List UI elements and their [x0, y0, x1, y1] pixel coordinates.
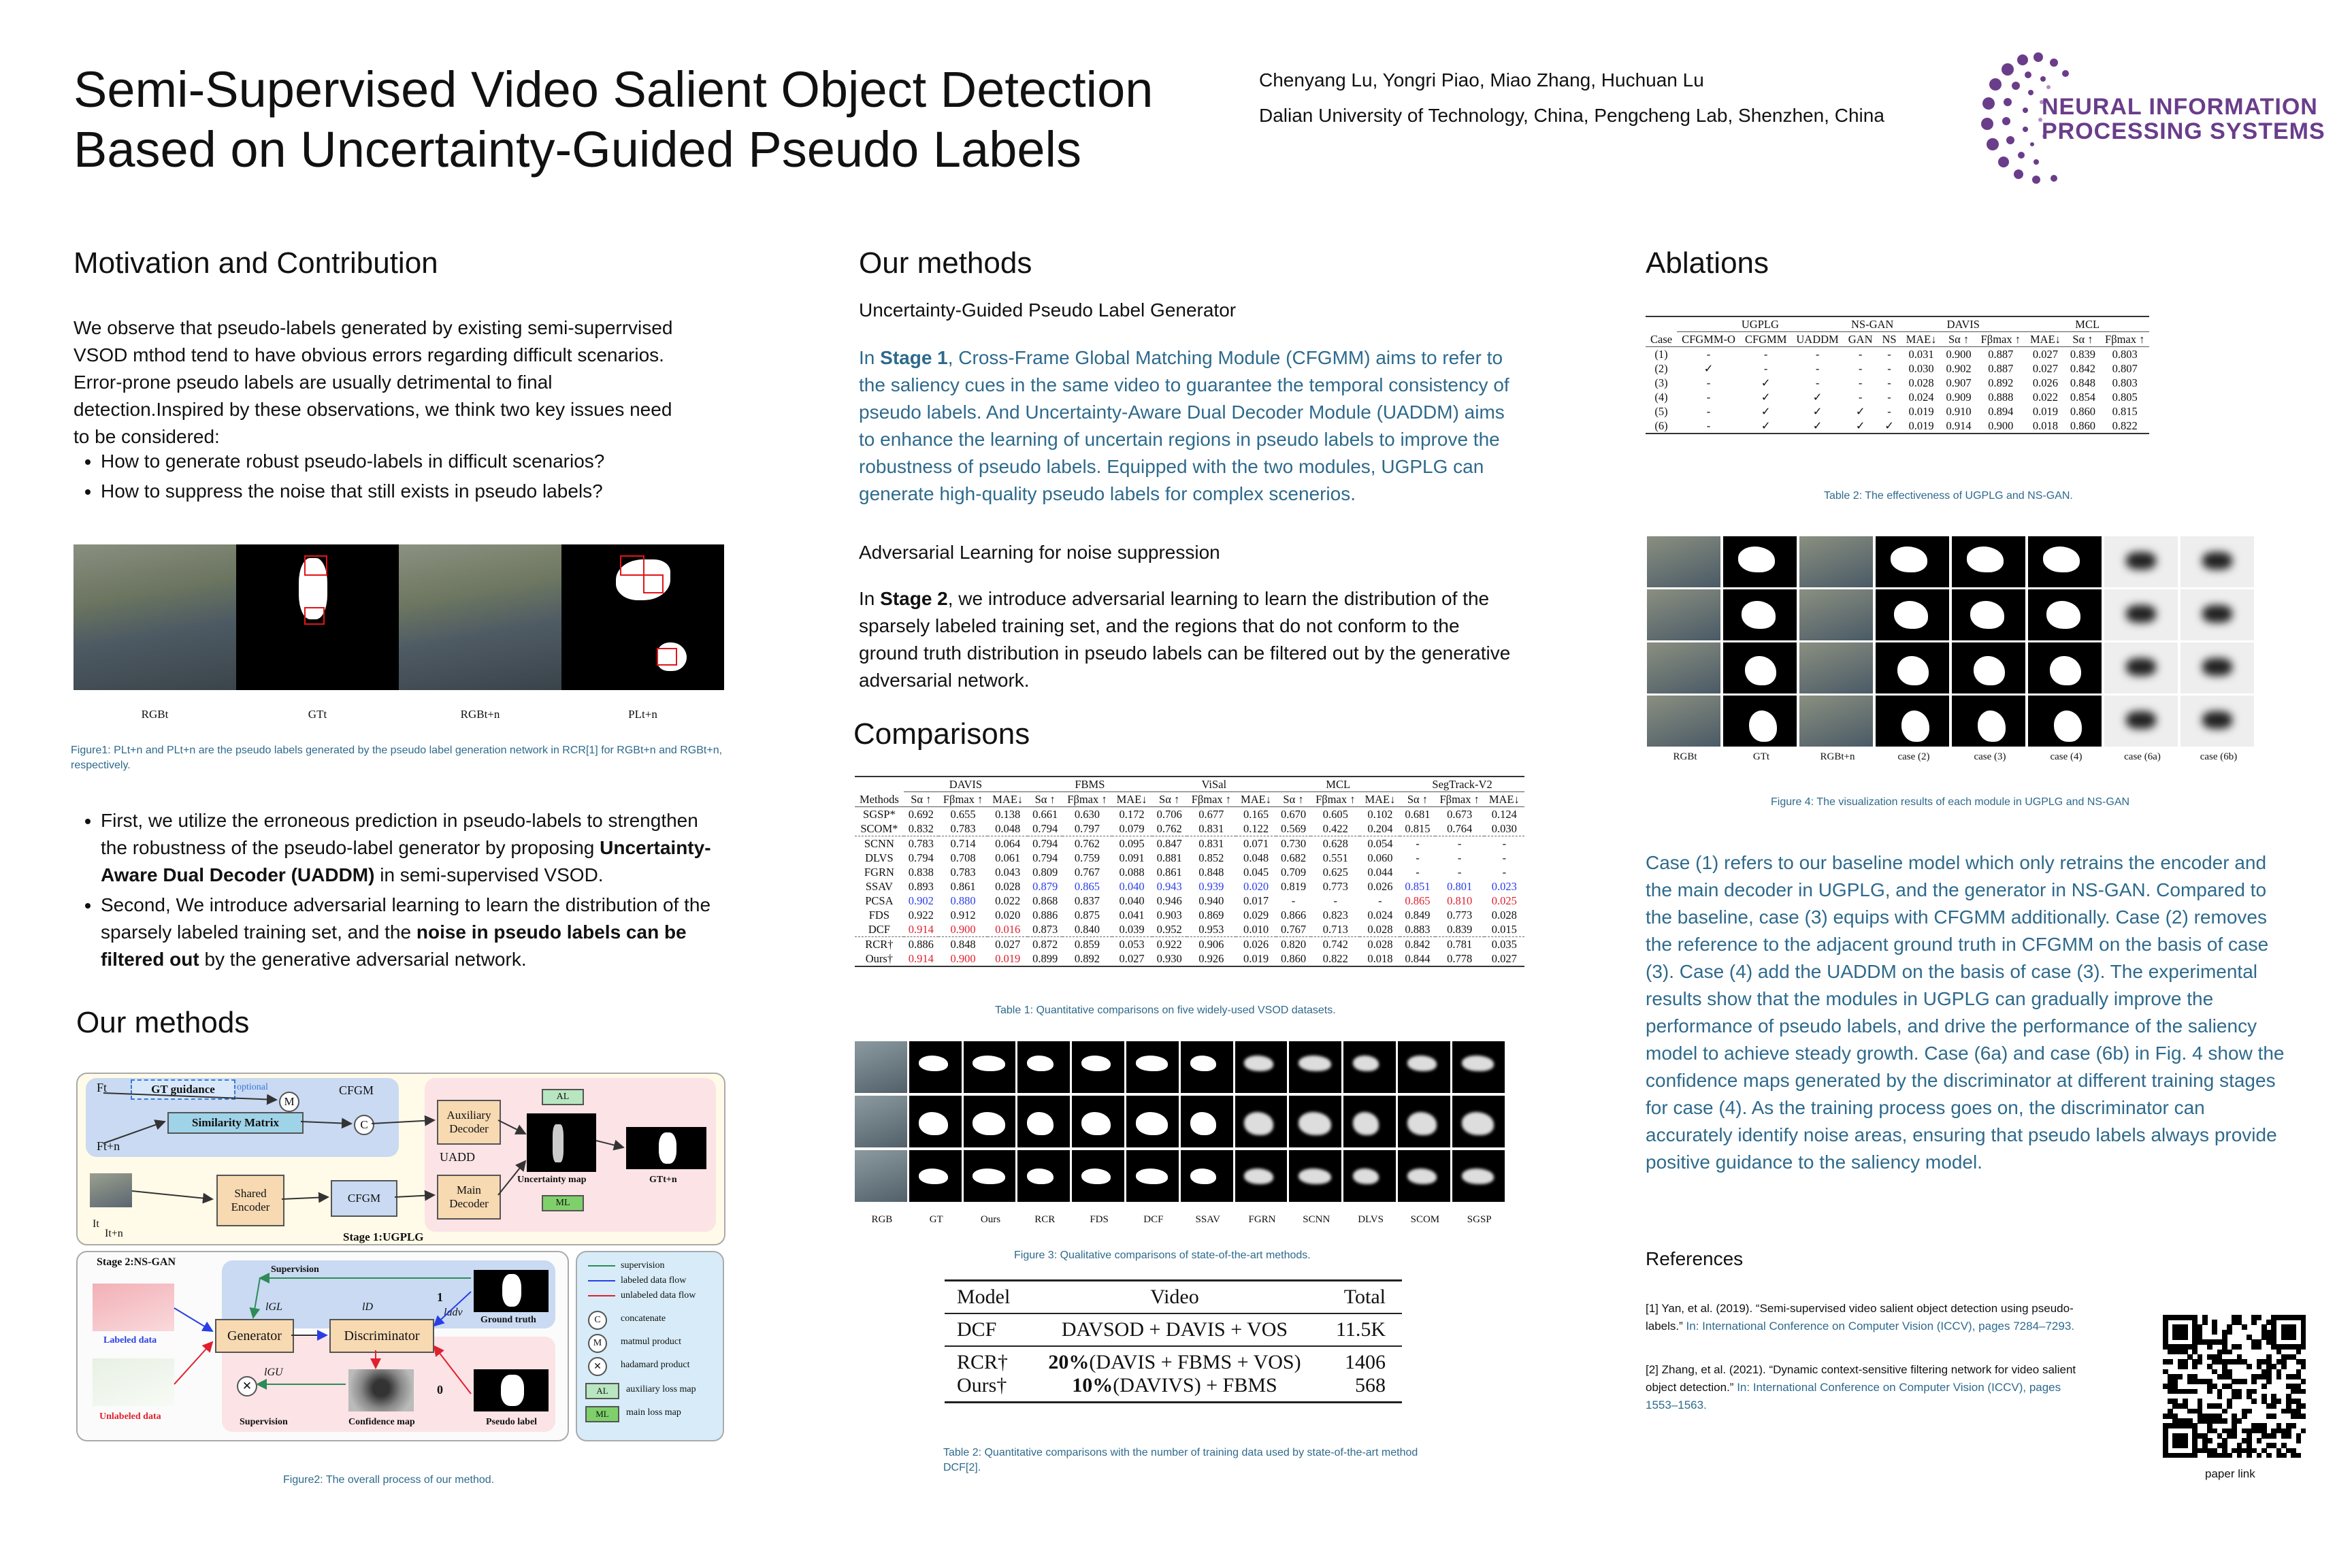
fig3-cell [964, 1041, 1016, 1093]
stage1-paragraph: In Stage 1, Cross-Frame Global Matching Module (CFGMM) aims to refer to the saliency cues in the same video to guarantee the temporal consistency of pseudo labels. And Uncertainty-Aware Dual Decoder Module (UADDM) aims to enhance the learning of uncertain regions in pseudo labels to improve the robustness of pseudo labels. Equipped with the two modules, UGPLG can generate high-quality pseudo labels for complex scenerios. [859, 347, 1509, 504]
generator-box: Generator [215, 1319, 294, 1353]
contribution-list [74, 807, 720, 976]
fig4-label: case (3) [1974, 751, 2006, 762]
table2-row: RCR† 20%(DAVIS + FBMS + VOS) 1406 [957, 1351, 1386, 1373]
fig3-cell [1072, 1096, 1124, 1147]
fig4-cell [1952, 589, 2025, 640]
pseudo-label-label: Pseudo label [486, 1417, 538, 1427]
table1-row: DCF 0.914 0.900 0.016 0.873 0.840 0.039 0.952 0.953 0.010 0.767 0.713 0.028 0.883 0.839 0.015 [868, 923, 1517, 936]
stage2-arrows [76, 1251, 566, 1439]
legend-item: supervision [621, 1260, 665, 1271]
motivation-paragraph: We observe that pseudo-labels generated by existing semi-superrvised VSOD mthod tend to have obvious errors regarding difficult scenarios. Error-prone pseudo labels are usually detrimental to final detection.Inspired by these observations, we think two key issues need to be considered: [74, 317, 673, 447]
shared-encoder-box: Shared Encoder [216, 1175, 284, 1226]
ablations-heading: Ablations [1646, 246, 1769, 280]
supervision-top-label: Supervision [271, 1264, 319, 1275]
reference-2: [2] Zhang, et al. (2021). “Dynamic context-sensitive filtering network for video salient object detection.” In: International Conference on Computer Vision (ICCV), pages 1553–1563. [1646, 1363, 2076, 1411]
legend-item: labeled data flow [621, 1275, 687, 1286]
fig3-cell [1126, 1150, 1179, 1202]
fig3-cell [1343, 1096, 1396, 1147]
fig3-cell [1398, 1150, 1450, 1202]
ftn-label: Ft+n [97, 1139, 120, 1153]
fig3-cell [1181, 1096, 1233, 1147]
stage1-label: Stage 1:UGPLG [343, 1230, 424, 1243]
fig3-cell [1072, 1150, 1124, 1202]
ablation-table [1646, 316, 2149, 434]
qr-code-icon[interactable] [2163, 1315, 2306, 1458]
table1-row: RCR† 0.886 0.848 0.027 0.872 0.859 0.053 0.922 0.906 0.026 0.820 0.742 0.028 0.842 0.781 0.035 [855, 937, 1524, 952]
auxiliary-decoder-box: Auxiliary Decoder [437, 1100, 501, 1145]
fig1-label: PLt+n [628, 708, 657, 721]
fig3-cell [1126, 1041, 1179, 1093]
legend-al-icon: AL [585, 1383, 619, 1399]
one-label: 1 [437, 1290, 443, 1304]
issue-item: • How to suppress the noise that still exists in pseudo labels? [101, 478, 686, 505]
contribution-item: • First, we utilize the erroneous prediction in pseudo-labels to strengthen the robustness of the pseudo-label generator by proposing Uncertainty-Aware Dual Decoder (UADDM) in semi-supervised VSOD. [101, 807, 720, 889]
it-label: It [93, 1218, 99, 1230]
legend-hadamard-icon: ✕ [588, 1357, 607, 1376]
fig4-cell [2104, 589, 2178, 640]
legend-item: concatenate [621, 1313, 666, 1324]
fig1-label: GTt [308, 708, 327, 721]
table1: DAVIS FBMS ViSal MCL SegTrack-V2 Methods Sα ↑ Fβmax ↑ MAE↓ Sα ↑ Fβmax ↑ MAE↓ Sα ↑ Fβmax ↑ MAE↓ Sα ↑ Fβmax ↑ MAE↓ Sα ↑ Fβmax ↑ MAE↓ SGSP* 0.692 0.655 0.138 0.661 0.630 0.172 0.706 0.677 0.165 0.670 0.605 0.102 0.681 0.673 0.124 SCOM* 0.832 0.783 0.048 0.794 0.797 0.079 0.762 0.831 0.122 0.569 0.422 0.204 0.815 0.764 0.030 SCNN 0.783 0.714 0.064 0.794 0.762 0.095 0.847 0.831 0.071 0.730 0.628 0.054 - - - DLVS 0.794 0.708 0.061 0.794 0.759 0.091 0.881 0.852 0.048 0.682 0.551 0.060 - - - FGRN 0.838 0.783 0.043 0.809 0.767 0.088 0.861 0.848 0.045 0.709 0.625 0.044 - - - SSAV 0.893 0.861 0.028 0.879 0.865 0.040 0.943 0.939 0.020 0.819 0.773 0.026 0.851 0.801 0.023 PCSA 0.902 0.880 0.022 0.868 0.837 0.040 0.946 0.940 0.017 - - - 0.865 0.810 0.025 FDS 0.922 0.912 0.020 0.886 0.875 0.041 0.903 0.869 0.029 0.866 0.823 0.024 0.849 0.773 0.028 DCF 0.914 0.900 0.016 0.873 0.840 0.039 0.952 0.953 0.010 0.767 0.713 0.028 0.883 0.839 0.015 RCR† 0.886 0.848 0.027 0.872 0.859 0.053 0.922 0.906 0.026 0.820 0.742 0.028 0.842 0.781 0.035 Ours† 0.914 0.900 0.019 0.899 0.892 0.027 0.930 0.926 0.019 0.860 0.822 0.018 0.844 0.778 0.027 [855, 776, 1524, 967]
fig4-cell [2028, 536, 2102, 587]
fig3-cell [1017, 1096, 1070, 1147]
fig4-cell [2180, 589, 2254, 640]
al-box: AL [542, 1089, 584, 1105]
fig3-cell [1289, 1096, 1341, 1147]
table1-row: SCOM* 0.832 0.783 0.048 0.794 0.797 0.079 0.762 0.831 0.122 0.569 0.422 0.204 0.815 0.764 0.030 [860, 822, 1517, 835]
fig4-label: case (6b) [2200, 751, 2238, 762]
fig1-rgb-next-image [399, 544, 561, 690]
matmul-node: M [279, 1092, 299, 1112]
fig4-cell [2104, 536, 2178, 587]
discriminator-box: Discriminator [329, 1319, 434, 1353]
fig3-label: SCNN [1303, 1214, 1330, 1225]
methods-heading-left: Our methods [76, 1006, 250, 1039]
fig4-cell [1799, 536, 1873, 587]
fig3-label: SGSP [1467, 1214, 1492, 1225]
fig4-cell [1799, 696, 1873, 747]
fig4-cell [1647, 642, 1720, 693]
ablation-row: (6) - ✓ ✓ ✓ ✓ 0.019 0.914 0.900 0.018 0.860 0.822 [1646, 419, 2149, 434]
table1-row: FDS 0.922 0.912 0.020 0.886 0.875 0.041 0.903 0.869 0.029 0.866 0.823 0.024 0.849 0.773 0.028 [868, 909, 1517, 921]
table2-caption: Table 2: Quantitative comparisons with the number of training data used by state-of-the-art method DCF[2]. [943, 1447, 1418, 1473]
fig3-cell [1343, 1150, 1396, 1202]
fig3-cell [1452, 1096, 1505, 1147]
fig4-cell [2028, 642, 2102, 693]
fig4-label: case (4) [2050, 751, 2082, 762]
legend-arrows [585, 1260, 626, 1301]
issue-list [74, 448, 686, 508]
uadd-label: UADD [440, 1150, 475, 1164]
fig3-cell [855, 1150, 907, 1202]
qr-caption: paper link [2205, 1467, 2255, 1480]
fig4-cell [2180, 642, 2254, 693]
legend-matmul-icon: M [588, 1334, 607, 1353]
table1-row: SGSP* 0.692 0.655 0.138 0.661 0.630 0.172 0.706 0.677 0.165 0.670 0.605 0.102 0.681 0.673 0.124 [863, 808, 1517, 821]
fig3-cell [1235, 1041, 1288, 1093]
ft-label: Ft [97, 1081, 108, 1094]
ablation-paragraph: Case (1) refers to our baseline model which only retrains the encoder and the main decoder in UGPLG, and the generator in NS-GAN. Compared to the baseline, case (3) equips with CFGMM additionally. Case (2) removes the reference to the adjacent ground truth in CFGMM on the basis of case (3). Case (4) add the UADDM on the basis of case (3). The experimental results show that the modules in UGPLG can gradually improve the performance of pseudo labels, and drive the performance of the saliency model to achieve steady growth. Case (6a) and case (6b) in Fig. 4 show the confidence maps generated by the discriminator at different training stages for case (4). As the training process goes on, the discriminator can accurately identify noise areas, ensuring that pseudo labels always provide positive guidance to the saliency model. [1646, 852, 2285, 1173]
ladv-label: ladv [444, 1307, 463, 1318]
fig4-label: RGBt [1673, 751, 1697, 762]
fig3-cell [1235, 1096, 1288, 1147]
fig1-label: RGBt [141, 708, 169, 721]
logo-text-2: PROCESSING SYSTEMS [2042, 118, 2325, 144]
fig4-cell [1723, 642, 1797, 693]
gt-guidance-box: GT guidance [131, 1079, 235, 1100]
legend-item: matmul product [621, 1337, 682, 1347]
issue-item: • How to generate robust pseudo-labels in difficult scenarios? [101, 448, 686, 475]
fig3-cell [909, 1041, 962, 1093]
ablation-row: (5) - ✓ ✓ ✓ - 0.019 0.910 0.894 0.019 0.860 0.815 [1654, 405, 2138, 418]
fig3-cell [1181, 1150, 1233, 1202]
fig4-cell [1723, 589, 1797, 640]
table2-header: Model Video Total [945, 1281, 1402, 1314]
fig4-cell [1647, 589, 1720, 640]
fig4-cell [2028, 589, 2102, 640]
fig3-cell [1343, 1041, 1396, 1093]
fig4-cell [2028, 696, 2102, 747]
neurips-logo [1974, 45, 2328, 195]
gtn-label: GTt+n [649, 1175, 677, 1185]
fig3-label: RCR [1034, 1214, 1056, 1225]
stage1-arrows [76, 1073, 723, 1243]
ugplg-subheading: Uncertainty-Guided Pseudo Label Generator [859, 299, 1237, 321]
legend-ml-icon: ML [585, 1406, 619, 1422]
lgu-label: lGU [264, 1367, 283, 1378]
fig3-label: SSAV [1195, 1214, 1220, 1225]
authors: Chenyang Lu, Yongri Piao, Miao Zhang, Huchuan Lu [1259, 69, 1704, 91]
ablation-row: (3) - ✓ - - - 0.028 0.907 0.892 0.026 0.848 0.803 [1654, 376, 2138, 389]
fig4-label: case (2) [1897, 751, 1930, 762]
fig3-cell [1289, 1150, 1341, 1202]
fig3-cell [855, 1041, 907, 1093]
ablation-row: (4) - ✓ ✓ - - 0.024 0.909 0.888 0.022 0.854 0.805 [1654, 391, 2138, 404]
table1-row: PCSA 0.902 0.880 0.022 0.868 0.837 0.040 0.946 0.940 0.017 - - - 0.865 0.810 0.025 [865, 894, 1517, 907]
ground-truth-label: Ground truth [480, 1315, 536, 1325]
figure-4 [1647, 536, 2259, 761]
similarity-matrix-box: Similarity Matrix [167, 1112, 304, 1134]
ablation-table-caption: Table 2: The effectiveness of UGPLG and NS-GAN. [1824, 490, 2073, 502]
fig3-cell [1126, 1096, 1179, 1147]
ablation-row: (1) - - - - - 0.031 0.900 0.887 0.027 0.839 0.803 [1654, 348, 2138, 361]
fig1-gt-mask [236, 544, 399, 690]
cfgm-top-label: CFGM [339, 1083, 374, 1097]
motivation-heading: Motivation and Contribution [74, 246, 438, 280]
fig3-cell [1452, 1041, 1505, 1093]
training-data-table [945, 1279, 1402, 1403]
concatenate-node: C [354, 1115, 374, 1135]
fig3-label: DCF [1143, 1214, 1164, 1225]
fig4-cell [1799, 589, 1873, 640]
figure-3 [855, 1040, 1507, 1225]
fig4-cell [1876, 589, 1949, 640]
fig3-cell [964, 1096, 1016, 1147]
table1-row: Ours† 0.914 0.900 0.019 0.899 0.892 0.027 0.930 0.926 0.019 0.860 0.822 0.018 0.844 0.778 0.027 [855, 951, 1524, 966]
fig1-pseudo-label [561, 544, 724, 690]
fig4-cell [1952, 696, 2025, 747]
fig3-label: SCOM [1410, 1214, 1440, 1225]
fig3-cell [1398, 1096, 1450, 1147]
fig4-cell [1723, 536, 1797, 587]
fig4-cell [2180, 696, 2254, 747]
fig4-cell [1876, 696, 1949, 747]
fig4-cell [2104, 642, 2178, 693]
hadamard-node: ✕ [237, 1376, 257, 1396]
fig3-cell [1181, 1041, 1233, 1093]
methods-heading-mid: Our methods [859, 246, 1032, 280]
fig3-label: RGB [871, 1214, 893, 1225]
fig4-cell [1723, 696, 1797, 747]
table1-row: DLVS 0.794 0.708 0.061 0.794 0.759 0.091 0.881 0.852 0.048 0.682 0.551 0.060 - - - [865, 851, 1507, 864]
fig4-caption: Figure 4: The visualization results of each module in UGPLG and NS-GAN [1771, 796, 2130, 808]
unlabeled-data-label: Unlabeled data [99, 1411, 161, 1422]
table1-row: SCNN 0.783 0.714 0.064 0.794 0.762 0.095 0.847 0.831 0.071 0.730 0.628 0.054 - - - [855, 836, 1524, 851]
fig4-cell [1647, 536, 1720, 587]
table1-row: SSAV 0.893 0.861 0.028 0.879 0.865 0.040 0.943 0.939 0.020 0.819 0.773 0.026 0.851 0.801 0.023 [865, 880, 1517, 893]
fig4-cell [1799, 642, 1873, 693]
fig3-cell [1289, 1041, 1341, 1093]
fig3-cell [1017, 1150, 1070, 1202]
fig1-label: RGBt+n [460, 708, 500, 721]
ml-box: ML [542, 1195, 584, 1211]
ld-label: lD [362, 1301, 373, 1313]
fig4-label: RGBt+n [1820, 751, 1855, 762]
comparison-table [855, 776, 1524, 967]
contribution-item: • Second, We introduce adversarial learning to learn the distribution of the sparsely labeled training set, and the noise in pseudo labels can be filtered out by the generative adversarial network. [101, 892, 720, 973]
references-heading: References [1646, 1248, 1744, 1269]
table-ablation: UGPLG NS-GAN DAVIS MCL Case CFGMM-O CFGMM UADDM GAN NS MAE↓ Sα ↑ Fβmax ↑ MAE↓ Sα ↑ Fβmax ↑ (1) - - - - - 0.031 0.900 0.887 0.027 0.839 0.803 (2) ✓ - - - - 0.030 0.902 0.887 0.027 0.842 0.807 (3) - ✓ - - - 0.028 0.907 0.892 0.026 0.848 0.803 (4) - ✓ ✓ - - 0.024 0.909 0.888 0.022 0.854 0.805 (5) - ✓ ✓ ✓ - 0.019 0.910 0.894 0.019 0.860 0.815 (6) - ✓ ✓ ✓ ✓ 0.019 0.914 0.900 0.018 0.860 0.822 [1646, 316, 2149, 434]
fig3-caption: Figure 3: Qualitative comparisons of state-of-the-art methods. [1014, 1250, 1311, 1261]
legend-concat-icon: C [588, 1311, 607, 1330]
legend-item: hadamard product [621, 1360, 690, 1370]
legend-item: auxiliary loss map [626, 1384, 696, 1394]
fig4-label: case (6a) [2124, 751, 2161, 762]
title-line-2: Based on Uncertainty-Guided Pseudo Labels [74, 121, 1081, 178]
table1-row: FGRN 0.838 0.783 0.043 0.809 0.767 0.088 0.861 0.848 0.045 0.709 0.625 0.044 - - - [864, 866, 1507, 879]
comparisons-heading: Comparisons [853, 717, 1030, 751]
fig3-label: FDS [1090, 1214, 1109, 1225]
table2-row: DCF DAVSOD + DAVIS + VOS 11.5K [945, 1314, 1402, 1347]
logo-text-1: NEURAL INFORMATION [2042, 94, 2318, 120]
fig3-label: GT [929, 1214, 943, 1225]
optional-label: optional [237, 1082, 268, 1092]
cfgm-box: CFGM [331, 1180, 397, 1217]
main-decoder-box: Main Decoder [437, 1175, 501, 1220]
fig4-cell [1876, 642, 1949, 693]
figure-1 [74, 544, 724, 690]
fig4-cell [2180, 536, 2254, 587]
fig3-cell [1235, 1150, 1288, 1202]
fig3-cell [1017, 1041, 1070, 1093]
figure-2-diagram [76, 1073, 723, 1440]
adversarial-subheading: Adversarial Learning for noise suppression [859, 542, 1220, 563]
fig3-cell [1452, 1150, 1505, 1202]
title-line-1: Semi-Supervised Video Salient Object Detection [74, 61, 1154, 118]
legend-item: main loss map [626, 1407, 681, 1418]
reference-1: [1] Yan, et al. (2019). “Semi-supervised video salient object detection using pseudo-labels.” In: International Conference on Computer Vision (ICCV), pages 7284–7293. [1646, 1302, 2075, 1333]
author-block [1259, 63, 1884, 133]
fig3-cell [964, 1150, 1016, 1202]
zero-label: 0 [437, 1383, 443, 1396]
fig1-rgb-image [74, 544, 236, 690]
table1-caption: Table 1: Quantitative comparisons on five widely-used VSOD datasets. [995, 1004, 1336, 1016]
table2-row: Ours† 10%(DAVIVS) + FBMS 568 [957, 1374, 1386, 1396]
stage2-label: Stage 2:NS-GAN [97, 1256, 176, 1268]
confidence-map-label: Confidence map [348, 1417, 415, 1427]
fig3-cell [1072, 1041, 1124, 1093]
fig4-label: GTt [1752, 751, 1770, 762]
fig4-cell [1952, 536, 2025, 587]
supervision-bottom-label: Supervision [240, 1417, 288, 1427]
fig4-cell [2104, 696, 2178, 747]
legend-item: unlabeled data flow [621, 1290, 696, 1301]
ablation-row: (2) ✓ - - - - 0.030 0.902 0.887 0.027 0.842 0.807 [1654, 362, 2138, 375]
uncertainty-map-label: Uncertainty map [517, 1175, 587, 1185]
fig1-caption: Figure1: PLt+n and PLt+n are the pseudo labels generated by the pseudo label generation network in RCR[1] for RGBt+n and RGBt+n, respectively. [71, 745, 723, 771]
fig3-label: FGRN [1248, 1214, 1276, 1225]
affiliation: Dalian University of Technology, China, Pengcheng Lab, Shenzhen, China [1259, 105, 1884, 126]
fig4-cell [1952, 642, 2025, 693]
stage2-paragraph: In Stage 2, we introduce adversarial learning to learn the distribution of the sparsely labeled training set, and the regions that do not conform to the ground truth distribution in pseudo labels can be filtered out by the generative adversarial network. [859, 588, 1511, 691]
fig3-cell [1398, 1041, 1450, 1093]
fig3-label: Ours [980, 1214, 1001, 1225]
fig2-caption: Figure2: The overall process of our method. [283, 1474, 495, 1486]
itn-label: It+n [105, 1228, 123, 1239]
fig3-cell [909, 1096, 962, 1147]
poster-title [74, 60, 1196, 180]
lgl-label: lGL [265, 1301, 282, 1313]
labeled-data-label: Labeled data [103, 1335, 157, 1345]
fig3-cell [909, 1150, 962, 1202]
fig3-label: DLVS [1358, 1214, 1384, 1225]
fig3-cell [855, 1096, 907, 1147]
fig4-cell [1647, 696, 1720, 747]
fig4-cell [1876, 536, 1949, 587]
